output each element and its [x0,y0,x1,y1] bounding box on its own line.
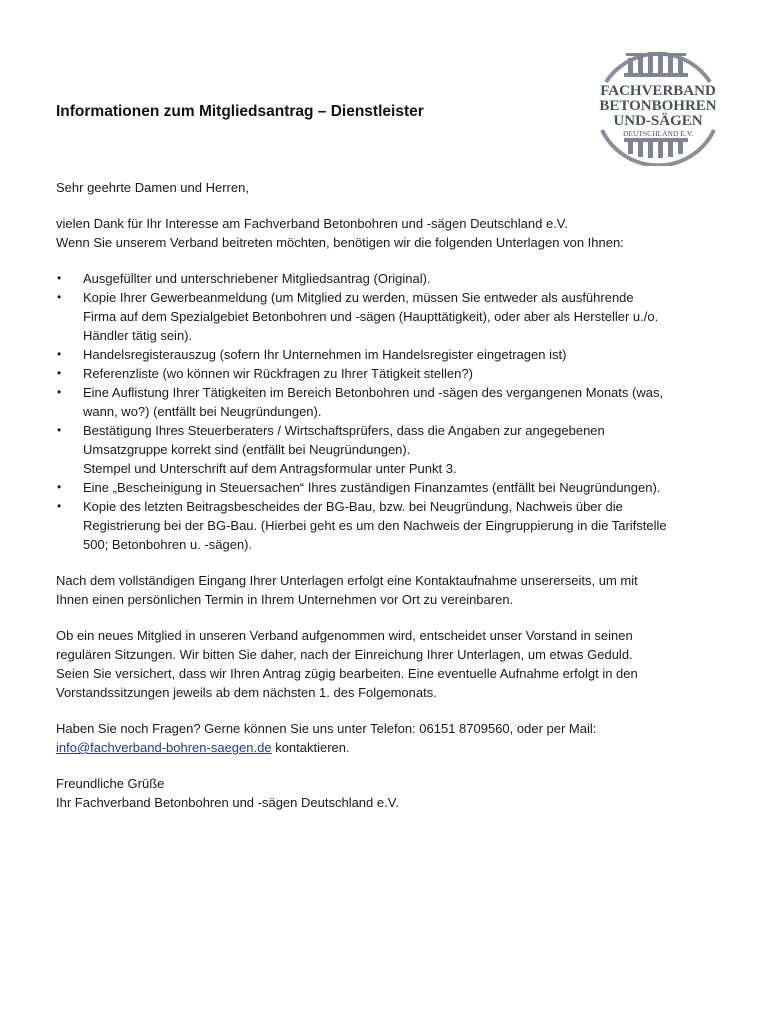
requirement-item [56,269,736,288]
closing-signature: Ihr Fachverband Betonbohren und -sägen Deutschland e.V. [56,795,399,810]
requirement-line: Kopie des letzten Beitragsbescheides der BG-Bau, bzw. bei Neugründung, Nachweis über die [83,499,623,514]
logo-line-2: BETONBOHREN [599,98,717,114]
admission-paragraph [56,626,736,702]
requirement-item [56,383,736,421]
salutation: Sehr geehrte Damen und Herren, [56,180,249,195]
paragraph-line: regulären Sitzungen. Wir bitten Sie daher, nach der Einreichung Ihrer Unterlagen, um etwas Geduld. [56,647,633,662]
requirement-line: Handelsregisterauszug (sofern Ihr Unternehmen im Handelsregister eingetragen ist) [83,347,567,362]
requirement-line: Firma auf dem Spezialgebiet Betonbohren und -sägen (Haupttätigkeit), oder aber als Hersteller u./o. [83,309,659,324]
drill-columns-top-icon [624,52,688,77]
requirement-line: Bestätigung Ihres Steuerberaters / Wirtschaftsprüfers, dass die Angaben zur angegebenen [83,423,605,438]
requirement-line: Stempel und Unterschrift auf dem Antragsformular unter Punkt 3. [83,461,457,476]
page-title: Informationen zum Mitgliedsantrag – Dienstleister [56,103,424,120]
requirements-list [56,269,736,554]
letter-body [56,178,736,812]
intro-line: Wenn Sie unserem Verband beitreten möchten, benötigen wir die folgenden Unterlagen von Ihnen: [56,235,624,250]
requirement-item [56,478,736,497]
intro-paragraph [56,214,736,252]
association-logo [588,44,728,166]
email-line [56,738,736,757]
requirement-item [56,345,736,364]
bullet-icon: • [57,366,62,380]
bullet-icon: • [57,271,62,285]
bullet-icon: • [57,347,62,361]
requirement-line: Ausgefüllter und unterschriebener Mitgliedsantrag (Original). [83,271,431,286]
requirement-line: Händler tätig sein). [83,328,193,343]
paragraph-line: Ob ein neues Mitglied in unseren Verband aufgenommen wird, entscheidet unser Vorstand in seinen [56,628,633,643]
paragraph-line: Nach dem vollständigen Eingang Ihrer Unterlagen erfolgt eine Kontaktaufnahme unsererseits, um mit [56,573,638,588]
saw-columns-bottom-icon [624,138,688,158]
requirement-item [56,288,736,345]
requirement-item [56,421,736,478]
bullet-icon: • [57,423,62,437]
logo-line-3: UND-SÄGEN [613,113,703,129]
requirement-line: Eine Auflistung Ihrer Tätigkeiten im Bereich Betonbohren und -sägen des vergangenen Monats (was, [83,385,664,400]
paragraph-line: Vorstandssitzungen jeweils ab dem nächsten 1. des Folgemonats. [56,685,437,700]
bullet-icon: • [57,499,62,513]
requirement-line: Kopie Ihrer Gewerbeanmeldung (um Mitglied zu werden, müssen Sie entweder als ausführende [83,290,634,305]
email-link[interactable]: info@fachverband-bohren-saegen.de [56,740,272,755]
requirement-item [56,497,736,554]
requirement-line: Referenzliste (wo können wir Rückfragen zu Ihrer Tätigkeit stellen?) [83,366,473,381]
logo-line-4: DEUTSCHLAND E.V. [622,129,694,138]
logo-line-1: FACHVERBAND [600,83,716,99]
paragraph-line: Haben Sie noch Fragen? Gerne können Sie uns unter Telefon: 06151 8709560, oder per Mail: [56,721,597,736]
intro-line: vielen Dank für Ihr Interesse am Fachverband Betonbohren und -sägen Deutschland e.V. [56,216,568,231]
bullet-icon: • [57,290,62,304]
email-suffix: kontaktieren. [271,740,350,755]
paragraph-line: Ihnen einen persönlichen Termin in Ihrem Unternehmen vor Ort zu vereinbaren. [56,592,514,607]
bullet-icon: • [57,385,62,399]
questions-paragraph [56,719,736,757]
closing [56,774,736,812]
requirement-line: Registrierung bei der BG-Bau. (Hierbei geht es um den Nachweis der Eingruppierung in die Tarifstelle [83,518,667,533]
requirement-line: Umsatzgruppe korrekt sind (entfällt bei Neugründungen). [83,442,411,457]
requirement-line: wann, wo?) (entfällt bei Neugründungen). [83,404,322,419]
paragraph-line: Seien Sie versichert, dass wir Ihren Antrag zügig bearbeiten. Eine eventuelle Aufnahme erfolgt in den [56,666,638,681]
requirement-line: 500; Betonbohren u. -sägen). [83,537,253,552]
requirement-line: Eine „Bescheinigung in Steuersachen“ Ihres zuständigen Finanzamtes (entfällt bei Neugründungen). [83,480,661,495]
bullet-icon: • [57,480,62,494]
closing-greeting: Freundliche Grüße [56,776,165,791]
requirement-item [56,364,736,383]
contact-procedure-paragraph [56,571,736,609]
